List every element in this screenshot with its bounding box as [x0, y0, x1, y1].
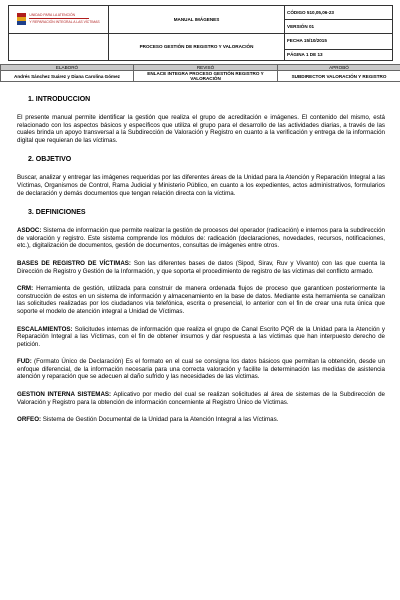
- document-subtitle: PROCESO GESTIÓN DE REGISTRO Y VALORACIÓN: [109, 34, 285, 61]
- signature-table: [0, 64, 400, 82]
- definition-fud: [17, 358, 385, 381]
- definition-escalamientos: [17, 326, 385, 349]
- document-version: VERSIÓN 01: [285, 20, 393, 34]
- definition-text: Herramienta de gestión, utilizada para construir de manera ordenada flujos de proceso que garanticen posteriormente la construcción de estos en un sistema de información y almacenamiento en la base de datos. Mediante esta herramienta se canalizan las solicitudes realizadas por los ciudadanos vía telefónica, escrita o presencial, lo anterior con el fin de crear una ruta única que soporte el modelo de atención integral a Unidad de Víctimas.: [17, 285, 385, 315]
- elaboro-value: Andrés Sánchez Suárez y Diana Carolina Gómez: [1, 71, 134, 82]
- document-title: MANUAL IMÁGENES: [109, 6, 285, 34]
- logo-filler: [9, 34, 109, 61]
- unit-logo: [17, 13, 99, 25]
- document-code: CÓDIGO 510,05,06-23: [285, 6, 393, 20]
- logo-text-line2: Y REPARACIÓN INTEGRAL A LAS VÍCTIMAS: [29, 20, 100, 24]
- reviso-value: ENLACE INTEGRA PROCESO GESTIÓN REGISTRO Y VALORACIÓN: [134, 71, 278, 82]
- section-title-introduccion: 1. INTRODUCCION: [28, 96, 91, 103]
- definition-text: Aplicativo por medio del cual se realizan solicitudes al área de sistemas de la Subdirección de Valoración y Registro para la obtención de información concerniente al Registro Único de Víctimas.: [17, 391, 385, 406]
- logo-text-line1: UNIDAD PARA LA ATENCIÓN: [29, 13, 76, 17]
- definition-asdoc: [17, 227, 385, 250]
- section-title-objetivo: 2. OBJETIVO: [28, 156, 72, 164]
- definition-term: FUD:: [17, 358, 32, 366]
- definition-term: ESCALAMIENTOS:: [17, 325, 73, 333]
- aprobo-header: APROBÓ: [278, 65, 400, 71]
- section-body-objetivo: Buscar, analizar y entregar las imágenes requeridas por las diferentes áreas de la Unidad para la Atención y Reparación Integral a las Víctimas, Organismos de Control, Rama Judicial y Ministerio Público, en cuanto a los expedientes, actos administrativos, formularios de declaración y demás documentos que tengan relación directa con la víctima.: [17, 174, 385, 197]
- definition-term: BASES DE REGISTRO DE VÍCTIMAS:: [17, 259, 131, 267]
- definition-text: Sistema de información que permite realizar la gestión de procesos del operador (radicación) e internos para la subdirección de valoración y registro. Este sistema comprende los módulos de: radicación (declaraciones, novedades, recursos, notificaciones, etc.), digitalización de documentos, gestión de documentos, consultas de imágenes entre otros.: [17, 227, 385, 250]
- definition-term: CRM:: [17, 285, 34, 293]
- definition-gestion-interna: [17, 391, 385, 406]
- definition-text: Son las diferentes bases de datos (Sipod, Sirav, Ruv y Vivanto) con las que cuenta la Dirección de Registro y Gestión de la Información, y que soporta el procedimiento de registro de las víctimas del conflicto armado.: [17, 259, 385, 275]
- flag-logo-icon: [17, 13, 26, 25]
- definition-term: ORFEO:: [17, 416, 42, 424]
- aprobo-value: SUBDIRECTOR VALORACIÓN Y REGISTRO: [278, 71, 400, 82]
- definition-text: Solicitudes internas de información que realiza el grupo de Canal Escrito PQR de la Unidad para la Atención y Reparación Integral a las Víctimas, con el fin de obtener insumos y dar respuesta a las víctimas que han interpuesto derecho de petición.: [17, 325, 385, 348]
- document-body: [17, 96, 385, 424]
- logo-cell: [9, 6, 109, 34]
- definition-term: GESTION INTERNA SISTEMAS:: [17, 391, 112, 399]
- definition-orfeo: [17, 416, 385, 424]
- section-body-introduccion: El presente manual permite identificar la gestión que realiza el grupo de acreditación e imágenes. El contenido del mismo, está relacionado con los aspectos básicos y específicos que utiliza el grupo para el desarrollo de las actividades diarias, a través de las cuales brinda un apoyo transversal a la Subdirección de Valoración y Registro en cuanto a la verificación y entrega de la información digital que requieran de las víctimas.: [17, 114, 385, 144]
- elaboro-header: ELABORÓ: [1, 65, 134, 71]
- definition-text: (Formato Único de Declaración) Es el formato en el cual se consigna los datos básicos que permitan la obtención, desde un enfoque diferencial, de la información necesaria para una correcta valoración y facilite la determinación las medidas de asistencia atención y reparación que se adecuen al daño sufrido y las necesidades de las víctimas.: [17, 358, 385, 381]
- document-date: FECHA 15/10/2015: [285, 34, 393, 50]
- section-title-definiciones: 3. DEFINICIONES: [28, 209, 86, 217]
- definition-term: ASDOC:: [17, 227, 42, 235]
- document-header-table: [8, 5, 393, 61]
- definition-crm: [17, 285, 385, 315]
- definition-text: Sistema de Gestión Documental de la Unidad para la Atención Integral a las Víctimas.: [41, 416, 279, 424]
- definition-bases-registro: [17, 260, 385, 275]
- reviso-header: REVISÓ: [134, 65, 278, 71]
- document-page-number: PÁGINA 1 DE 13: [285, 49, 393, 60]
